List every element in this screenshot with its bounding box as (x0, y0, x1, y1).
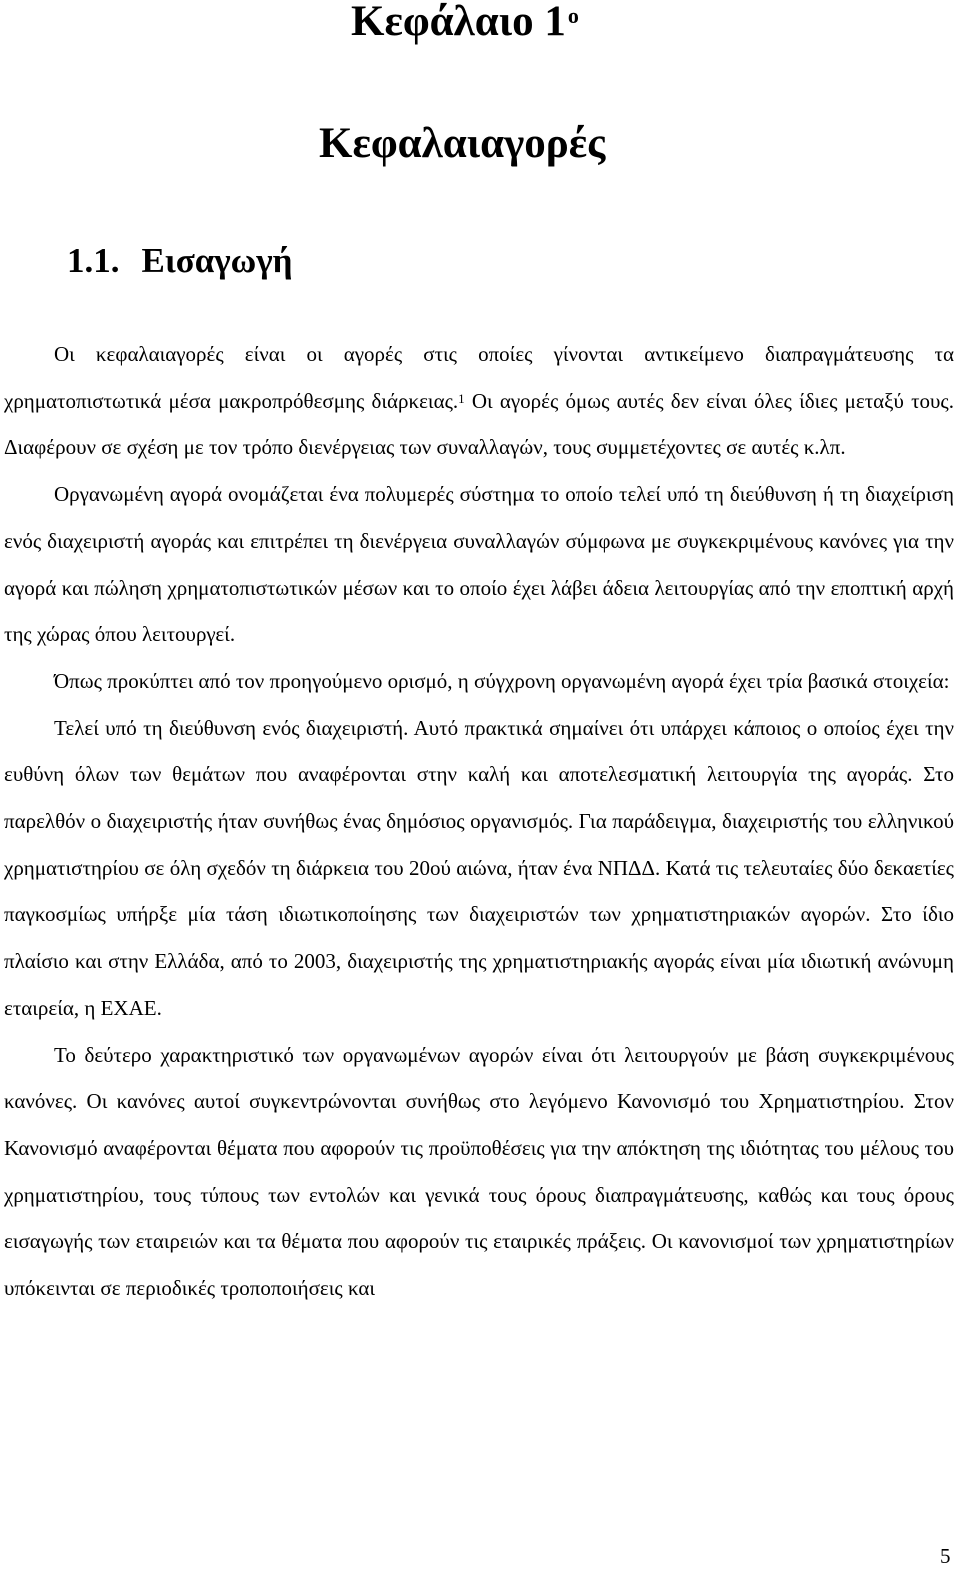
paragraph-5: Το δεύτερο χαρακτηριστικό των οργανωμένων αγορών είναι ότι λειτουργούν με βάση συγκεκριμένους κανόνες. Οι κανόνες αυτοί συγκεντρώνονται συνήθως στο λεγόμενο Κανονισμό του Χρηματιστηρίου. Στον Κανονισμό αναφέρονται θέματα που αφορούν τις προϋποθέσεις για την απόκτηση της ιδιότητας του μέλους του χρηματιστηρίου, τους τύπους των εντολών και γενικά τους όρους διαπραγμάτευσης, καθώς και τους όρους εισαγωγής των εταιρειών και τα θέματα που αφορούν τις εταιρικές πράξεις. Οι κανονισμοί των χρηματιστηρίων υπόκεινται σε περιοδικές τροποποιήσεις και (4, 1042, 954, 1301)
body-text (4, 331, 954, 1312)
chapter-title: Κεφαλαιαγορές (319, 120, 606, 167)
paragraph-1-part-b: Οι αγορές όμως αυτές δεν είναι όλες ίδιες μεταξύ τους. Διαφέρουν σε σχέση με τον τρόπο διενέργειας των συναλλαγών, τους συμμετέχοντες σε αυτές κ.λπ. (4, 388, 955, 460)
paragraph-3: Όπως προκύπτει από τον προηγούμενο ορισμό, η σύγχρονη οργανωμένη αγορά έχει τρία βασικά στοιχεία: (54, 668, 950, 693)
paragraph-1-part-a: Οι κεφαλαιαγορές είναι οι αγορές στις οποίες γίνονται αντικείμενο διαπραγμάτευσης τα χρηματοπιστωτικά μέσα μακροπρόθεσμης διάρκειας. (4, 342, 954, 413)
section-number: 1.1. (67, 241, 120, 280)
chapter-ordinal: ο (567, 3, 579, 28)
paragraph-1 (4, 331, 954, 471)
page-number: 5 (940, 1544, 951, 1568)
chapter-heading (351, 0, 579, 44)
paragraph-2: Οργανωμένη αγορά ονομάζεται ένα πολυμερές σύστημα το οποίο τελεί υπό τη διεύθυνση ή τη διαχείριση ενός διαχειριστή αγοράς και επιτρέπει τη διενέργεια συναλλαγών σύμφωνα με συγκεκριμένους κανόνες για την αγορά και πώληση χρηματοπιστωτικών μέσων και το οποίο έχει λάβει άδεια λειτουργίας από την εποπτική αρχή της χώρας όπου λειτουργεί. (4, 482, 954, 647)
paragraph-4: Τελεί υπό τη διεύθυνση ενός διαχειριστή. Αυτό πρακτικά σημαίνει ότι υπάρχει κάποιος ο οποίος έχει την ευθύνη όλων των θεμάτων που αναφέρονται στην καλή και αποτελεσματική λειτουργία της αγοράς. Στο παρελθόν ο διαχειριστής ήταν συνήθως ένας δημόσιος οργανισμός. Για παράδειγμα, διαχειριστής του ελληνικού χρηματιστηρίου σε όλη σχεδόν τη διάρκεια του 20ού αιώνα, ήταν ένα ΝΠΔΔ. Κατά τις τελευταίες δύο δεκαετίες παγκοσμίως υπήρξε μία τάση ιδιωτικοποίησης των διαχειριστών των χρηματιστηριακών αγορών. Στο ίδιο πλαίσιο και στην Ελλάδα, από το 2003, διαχειριστής της χρηματιστηριακής αγοράς είναι μία ιδιωτική ανώνυμη εταιρεία, η ΕΧΑΕ. (4, 715, 954, 1020)
chapter-label: Κεφάλαιο 1 (351, 0, 566, 45)
section-title: Εισαγωγή (141, 241, 293, 280)
section-heading (67, 243, 292, 279)
footnote-reference[interactable]: 1 (458, 390, 465, 406)
